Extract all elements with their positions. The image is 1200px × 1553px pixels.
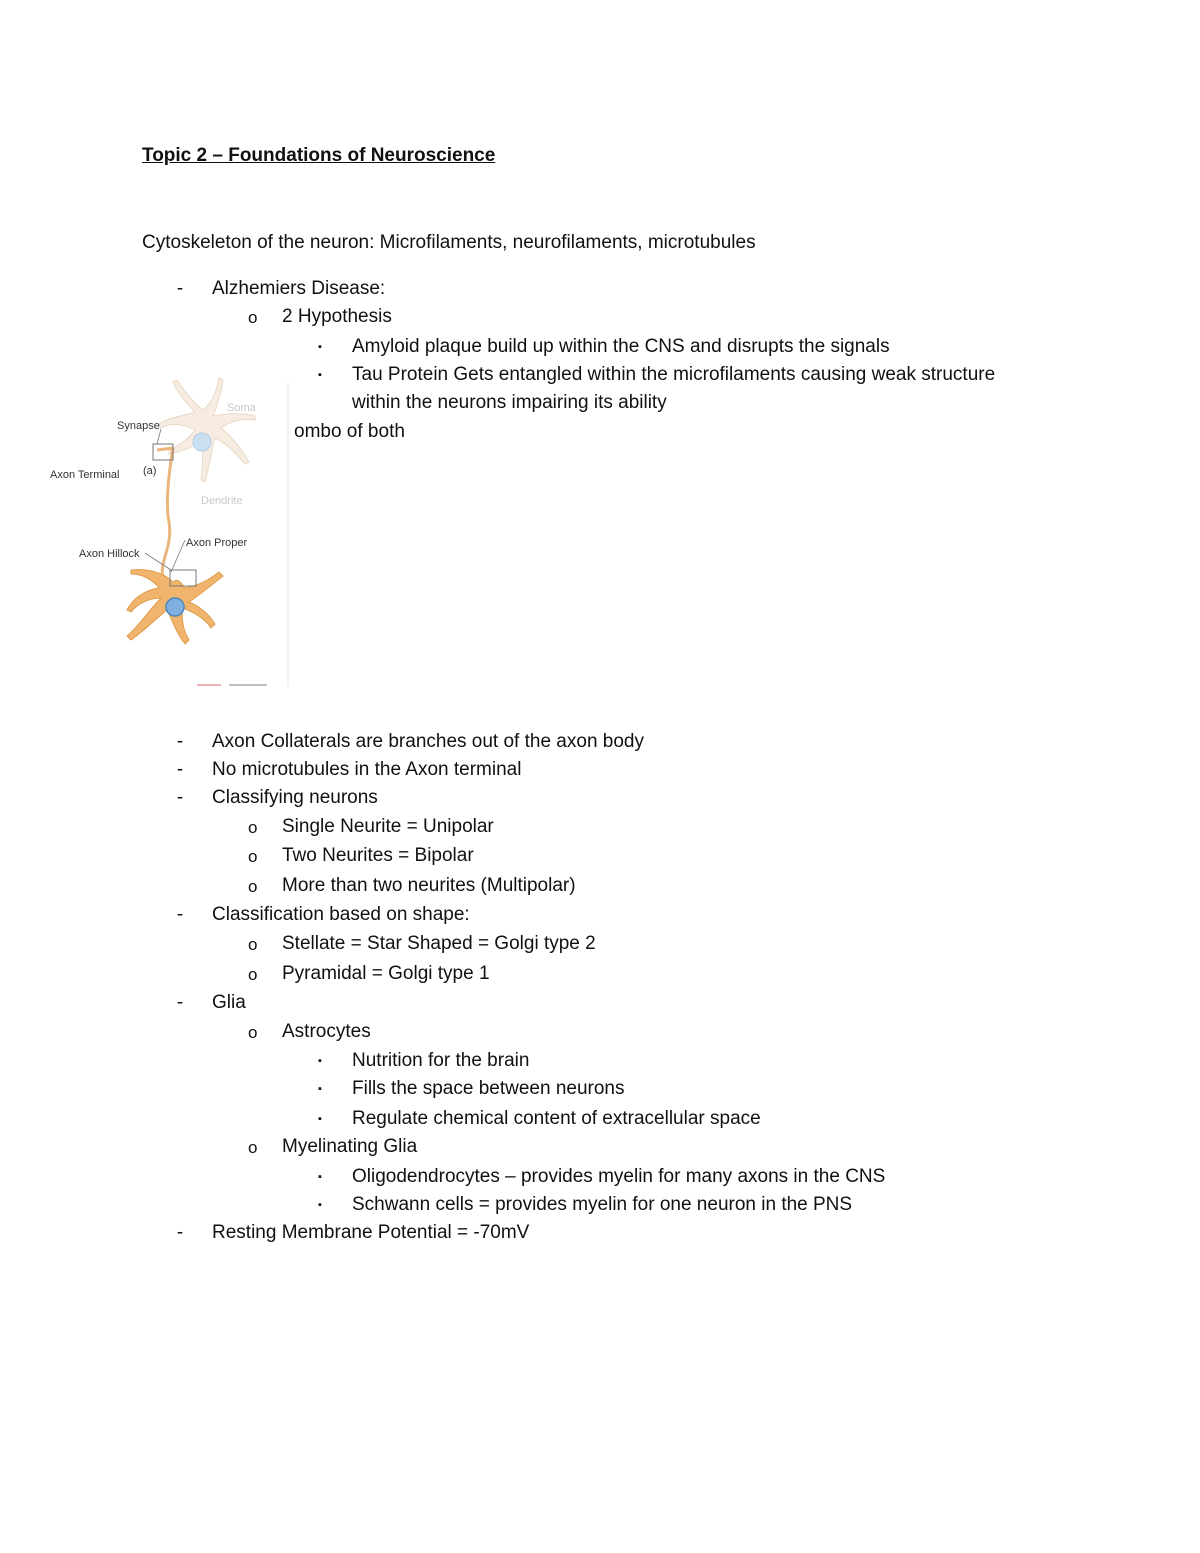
square-bullet: ▪ [318,1083,322,1095]
dash-bullet: - [176,904,184,925]
amyloid-item: Amyloid plaque build up within the CNS and disrupts the signals [352,336,890,357]
axon-terminal-branch [157,448,173,450]
circle-bullet: o [248,818,258,837]
soma-label: Soma [227,402,256,414]
square-bullet: ▪ [318,1199,322,1211]
list-item-bipolar: Two Neurites = Bipolar [282,845,474,866]
upper-neuron-body [159,378,255,482]
dash-bullet: - [176,787,184,808]
list-item-classifying: Classifying neurons [212,787,378,808]
list-item-pyramidal: Pyramidal = Golgi type 1 [282,963,490,984]
list-item-fills: Fills the space between neurons [352,1078,625,1099]
axon-proper-label: Axon Proper [186,537,248,549]
list-item-regulate: Regulate chemical content of extracellular space [352,1108,761,1129]
list-item-glia: Glia [212,992,246,1013]
circle-bullet: o [248,847,258,866]
axon-terminal-label: Axon Terminal [50,469,120,481]
circle-bullet: o [248,1023,258,1042]
list-item-multipolar: More than two neurites (Multipolar) [282,875,576,896]
dash-bullet: - [176,1222,184,1243]
list-item-resting-potential: Resting Membrane Potential = -70mV [212,1222,530,1243]
square-bullet: ▪ [318,1171,322,1183]
synapse-label: Synapse [117,420,160,432]
dash-bullet: - [176,278,184,299]
dash-bullet: - [176,992,184,1013]
combo-text: ombo of both [294,421,405,442]
circle-bullet: o [248,308,258,327]
list-item-schwann: Schwann cells = provides myelin for one neuron in the PNS [352,1194,853,1215]
list-item-oligodendrocytes: Oligodendrocytes – provides myelin for many axons in the CNS [352,1166,886,1187]
square-bullet: ▪ [318,341,322,353]
list-item-stellate: Stellate = Star Shaped = Golgi type 2 [282,933,596,954]
alzheimers-heading: Alzhemiers Disease: [212,278,386,299]
circle-bullet: o [248,1138,258,1157]
list-item-astrocytes: Astrocytes [282,1021,371,1042]
hypothesis-heading: 2 Hypothesis [282,306,392,327]
list-item-no-microtubules: No microtubules in the Axon terminal [212,759,522,780]
list-item-classification-shape: Classification based on shape: [212,904,470,925]
axon-hillock-leader [145,553,171,570]
neuron-diagram [45,372,295,692]
square-bullet: ▪ [318,369,322,381]
square-bullet: ▪ [318,1113,322,1125]
list-item-unipolar: Single Neurite = Unipolar [282,816,494,837]
lower-nucleus [166,598,184,616]
circle-bullet: o [248,877,258,896]
figure-a-label: (a) [143,465,157,477]
page-title: Topic 2 – Foundations of Neuroscience [142,145,496,166]
axon [162,448,173,577]
circle-bullet: o [248,935,258,954]
dash-bullet: - [176,731,184,752]
tau-item-line2: within the neurons impairing its ability [352,392,667,413]
dash-bullet: - [176,759,184,780]
circle-bullet: o [248,965,258,984]
tau-item-line1: Tau Protein Gets entangled within the microfilaments causing weak structure [352,364,996,385]
cytoskeleton-line: Cytoskeleton of the neuron: Microfilaments, neurofilaments, microtubules [142,232,756,253]
list-item-myelinating: Myelinating Glia [282,1136,418,1157]
upper-nucleus [193,433,211,451]
list-item-nutrition: Nutrition for the brain [352,1050,530,1071]
axon-proper-leader [171,540,185,572]
axon-hillock-label: Axon Hillock [79,548,140,560]
list-item-collaterals: Axon Collaterals are branches out of the axon body [212,731,644,752]
dendrite-label: Dendrite [201,495,243,507]
square-bullet: ▪ [318,1055,322,1067]
